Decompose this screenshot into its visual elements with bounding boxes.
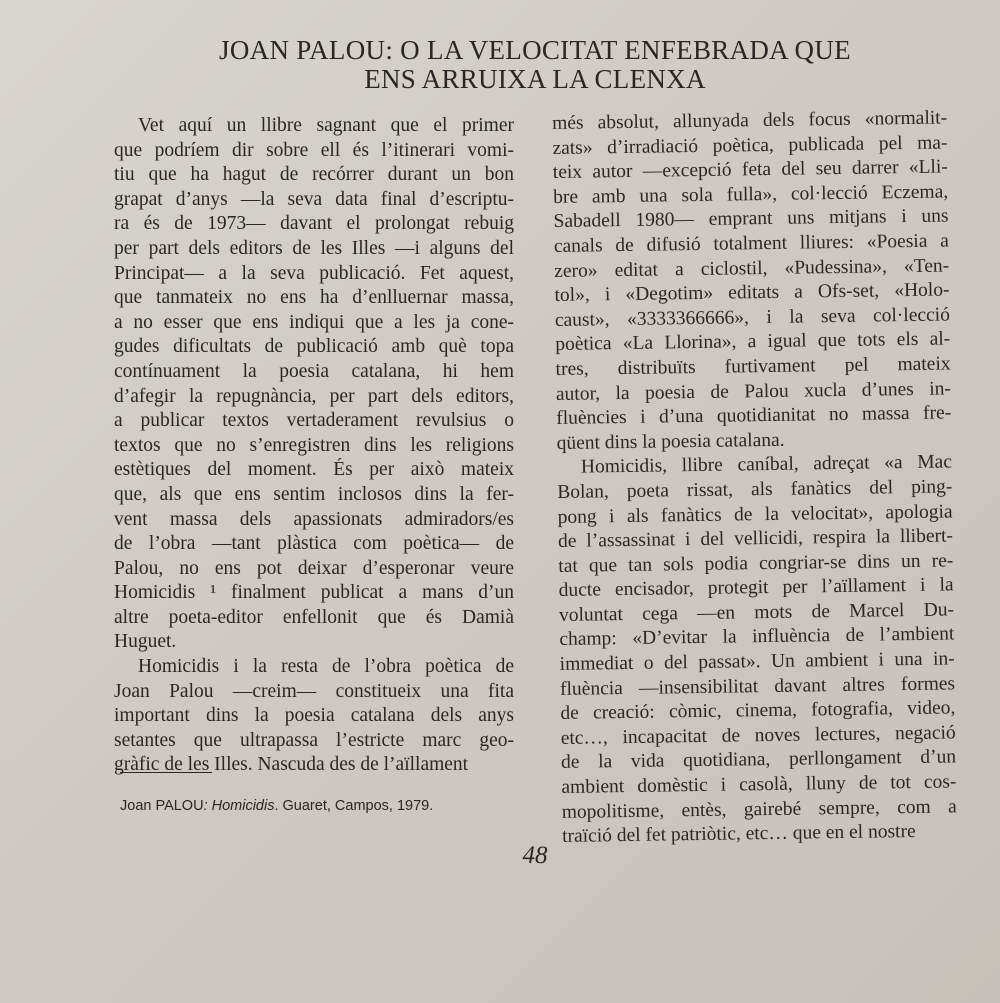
- text-line: Joan Palou —creim— constitueix una fita: [114, 680, 514, 702]
- text-line: champ: «D’evitar la influència de l’ambient: [559, 623, 955, 651]
- text-line: gràfic de les Illes. Nascuda des de l’aïllament: [114, 754, 469, 776]
- page-number: 48: [522, 842, 548, 869]
- text-line: etc…, incapacitat de noves lectures, negació: [560, 722, 956, 749]
- text-line: estètiques del moment. És per això mateix: [114, 459, 514, 481]
- text-line: que tanmateix no ens ha d’enlluernar massa,: [114, 287, 514, 309]
- text-line: textos que no s’enregistren dins les religions: [114, 434, 514, 456]
- footnote: [120, 798, 520, 814]
- text-line: qüent dins la poesia catalana.: [556, 429, 785, 454]
- text-line: fluències i d’una quotidianitat no massa fre-: [556, 402, 952, 430]
- footnote-work: Homicidis: [211, 798, 275, 814]
- text-line: Homicidis ¹ finalment publicat a mans d’un: [114, 582, 514, 604]
- text-line: traïció del fet patriòtic, etc… que en el nostre: [561, 821, 916, 848]
- text-line: immediat o del passat». Un ambient i una in-: [559, 648, 955, 676]
- text-line: mopolitisme, entès, gairebé sempre, com a: [561, 796, 957, 823]
- text-line: altre poeta-editor enfellonit que és Damià: [114, 606, 514, 628]
- text-line: tiu que ha hagut de recórrer durant un bon: [114, 164, 514, 186]
- right-column: [552, 106, 957, 849]
- text-line: tol», i «Degotim» editats a Ofs-set, «Holo-: [554, 279, 950, 307]
- title-line-2: ENS ARRUIXA LA CLENXA: [364, 64, 706, 94]
- text-line: fluència —insensibilitat davant altres formes: [559, 673, 956, 700]
- text-line: de creació: còmic, cinema, fotografia, video,: [560, 697, 956, 725]
- text-line: ducte encisador, protegit per l’aïllament i la: [558, 574, 954, 602]
- text-line: Homicidis, llibre caníbal, adreçat «a Mac: [580, 451, 953, 478]
- text-line: Principat— a la seva publicació. Fet aquest,: [114, 262, 514, 284]
- text-line: setantes que ultrapassa l’estricte marc geo-: [114, 729, 514, 751]
- text-line: a no esser que ens indiqui que a les ja cone-: [114, 311, 514, 333]
- text-line: Palou, no ens pot deixar d’esperonar veure: [114, 557, 514, 579]
- text-line: de l’assassinat i del vellicidi, respira la llibert-: [557, 525, 954, 553]
- text-line: d’afegir la repugnància, per part dels editors,: [114, 385, 514, 407]
- text-line: grapat d’anys —la seva data final d’escriptu-: [114, 188, 514, 210]
- footnote-rule: [120, 772, 212, 773]
- text-line: tres, distribuïts furtivament pel mateix: [555, 353, 951, 380]
- text-line: Vet aquí un llibre sagnant que el primer: [138, 115, 514, 136]
- text-line: que, als que ens sentim inclosos dins la fer-: [114, 483, 514, 505]
- footnote-colon: :: [203, 798, 208, 814]
- text-line: voluntat cega —en mots de Marcel Du-: [558, 599, 955, 626]
- text-line: pong i als fanàtics de la velocitat», apologia: [557, 500, 953, 528]
- text-line: teix autor —excepció feta del seu darrer «Lli-: [552, 156, 948, 184]
- text-line: ambient domèstic i casolà, lluny de tot cos-: [561, 771, 957, 798]
- text-line: bre amb una sola fulla», col·lecció Eczema,: [553, 181, 949, 208]
- text-line: ra és de 1973— davant el prolongat rebuig: [114, 213, 514, 235]
- text-line: Homicidis i la resta de l’obra poètica de: [138, 656, 514, 678]
- text-line: gudes dificultats de publicació amb què topa: [114, 336, 514, 358]
- footnote-author: Joan PALOU: [120, 798, 204, 814]
- text-line: caust», «3333366666», i la seva col·lecció: [554, 304, 951, 331]
- text-line: poètica «La Llorina», a igual que tots els al-: [555, 328, 951, 356]
- article-title: [170, 36, 900, 94]
- text-line: contínuament la poesia catalana, hi hem: [114, 360, 514, 382]
- text-line: que podríem dir sobre ell és l’itinerari vomi-: [114, 139, 514, 161]
- text-line: Huguet.: [114, 631, 177, 653]
- left-column: [114, 114, 514, 778]
- text-line: important dins la poesia catalana dels anys: [114, 705, 514, 727]
- text-line: Bolan, poeta rissat, als fanàtics del ping-: [557, 476, 953, 503]
- title-line-1: JOAN PALOU: O LA VELOCITAT ENFEBRADA QUE: [219, 35, 851, 65]
- text-line: autor, la poesia de Palou xucla d’unes in-: [555, 377, 952, 405]
- text-line: a publicar textos vertaderament revulsius o: [114, 410, 514, 432]
- text-line: zats» d’irradiació poètica, publicada pel ma-: [552, 132, 948, 159]
- text-line: Sabadell 1980— emprant uns mitjans i uns: [553, 205, 949, 233]
- text-line: per part dels editors de les Illes —i alguns del: [114, 237, 514, 259]
- text-line: tat que tan sols podia congriar-se dins un re-: [558, 550, 954, 577]
- text-line: més absolut, allunyada dels focus «normalit-: [552, 107, 948, 134]
- text-line: canals de difusió totalment lliures: «Poesia a: [553, 230, 949, 257]
- text-line: de la vida quotidiana, perllongament d’un: [560, 746, 957, 774]
- text-line: de l’obra —tant plàstica com poètica— de: [114, 533, 514, 555]
- text-line: zero» editat a ciclostil, «Pudessina», «Ten-: [554, 255, 950, 282]
- text-line: vent massa dels apassionats admiradors/es: [114, 508, 514, 530]
- footnote-rest: . Guaret, Campos, 1979.: [274, 798, 434, 814]
